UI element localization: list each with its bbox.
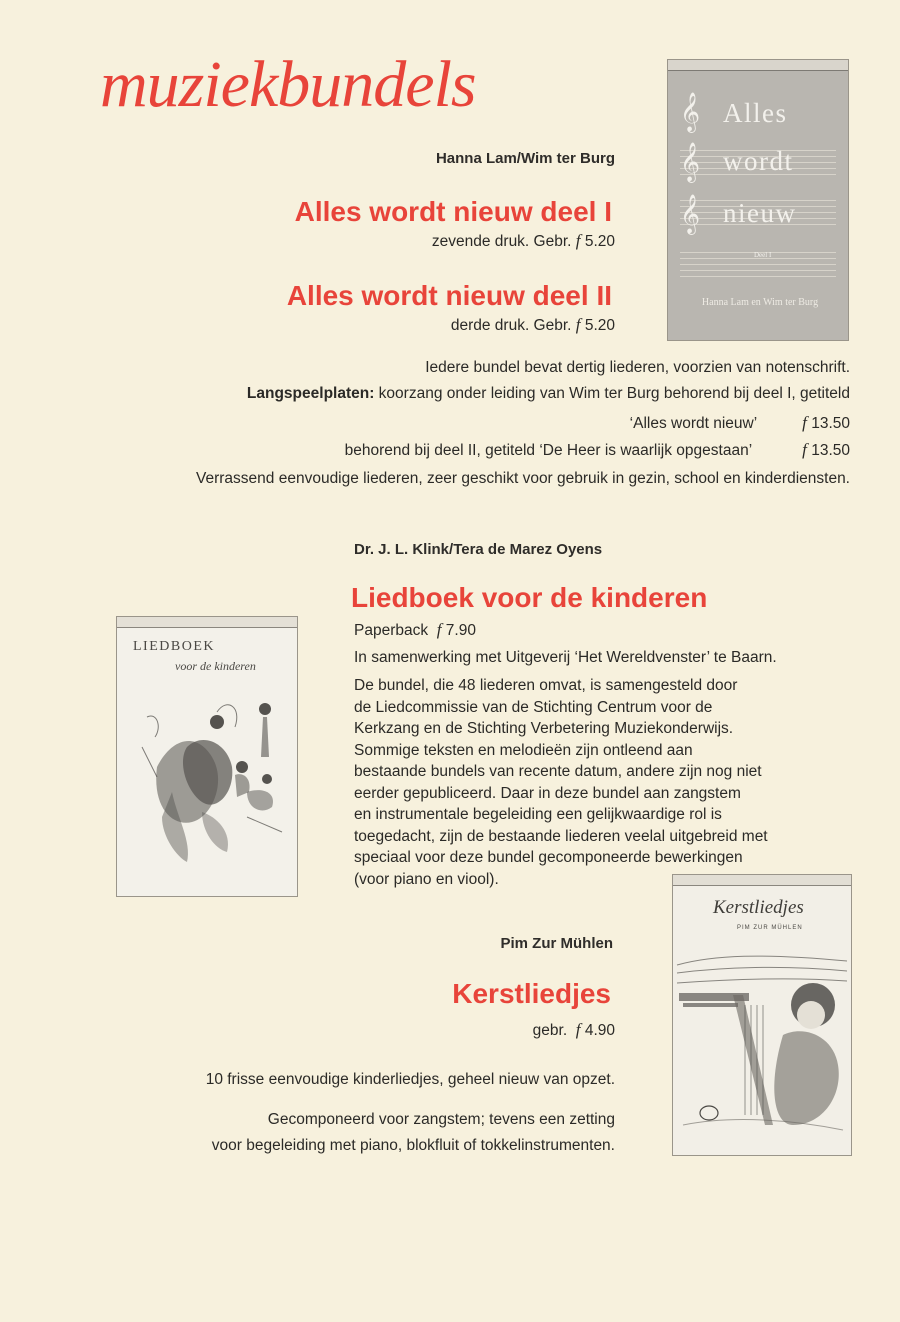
treble-clef-icon: 𝄞 (680, 92, 701, 132)
description: Iedere bundel bevat dertig liederen, voorzien van notenschrift. (425, 359, 850, 376)
cover-word: Alles (723, 98, 788, 128)
book-cover-alles-wordt-nieuw (668, 60, 848, 340)
book-edition: zevende druk. Gebr. f 5.20 (431, 231, 615, 250)
book-cover-kerstliedjes (673, 875, 851, 1155)
cover-word: wordt (723, 146, 794, 176)
book-format: Paperback f 7.90 (354, 620, 476, 639)
book-description: De bundel, die 48 liederen omvat, is samengesteld door de Liedcommissie van de Stichting Centrum voor de Kerkzang en de Stichting Verbetering Muziekonderwijs. Sommige teksten en melodieën zijn ontleend aan bestaande bundels van recente datum, andere zijn nog niet eerder gepubliceerd. Daar in deze bundel aan zangstem en instrumentale begeleiding een gelijkwaardige rol is toegedacht, zijn de bestaande liederen veelal uitgebreid met speciaal voor deze bundel gecomponeerde bewerkingen (voor piano en viool). (354, 677, 768, 888)
book-description: 10 frisse eenvoudige kinderliedjes, geheel nieuw van opzet. (205, 1071, 615, 1088)
book-title: Kerstliedjes (452, 978, 611, 1009)
book-title: Alles wordt nieuw deel II (286, 280, 612, 311)
treble-clef-icon: 𝄞 (680, 194, 701, 234)
cover-title: Kerstliedjes (713, 897, 804, 918)
page-title: muziekbundels (100, 48, 476, 121)
cover-authors: Hanna Lam en Wim ter Burg (701, 297, 819, 308)
cover-word: nieuw (723, 198, 797, 228)
child-with-harp-illustration (673, 875, 851, 1155)
lp-description: Langspeelplaten: koorzang onder leiding van Wim ter Burg behorend bij deel I, getiteld (246, 385, 850, 402)
author-line: Hanna Lam/Wim ter Burg (435, 150, 615, 167)
collaboration-line: In samenwerking met Uitgeverij ‘Het Wereldvenster’ te Baarn. (354, 649, 777, 666)
cover-subtitle: PIM ZUR MÜHLEN (737, 925, 803, 931)
author-line: Dr. J. L. Klink/Tera de Marez Oyens (354, 541, 603, 558)
lp-item: ‘Alles wordt nieuw’ f 13.50 (629, 413, 850, 432)
book-description: Gecomponeerd voor zangstem; tevens een zetting (267, 1111, 615, 1128)
author-line: Pim Zur Mühlen (500, 935, 613, 952)
lp-item: behorend bij deel II, getiteld ‘De Heer is waarlijk opgestaan’ f 13.50 (344, 440, 850, 459)
cover-deel: Deel I (754, 251, 772, 259)
book-cover-liedboek (117, 617, 297, 896)
children-dancing-illustration (117, 617, 297, 896)
book-edition: gebr. f 4.90 (532, 1020, 615, 1039)
cover-title: LIEDBOEK (133, 639, 215, 654)
book-edition: derde druk. Gebr. f 5.20 (450, 315, 615, 334)
book-description: voor begeleiding met piano, blokfluit of tokkelinstrumenten. (211, 1137, 615, 1154)
extra-description: Verrassend eenvoudige liederen, zeer geschikt voor gebruik in gezin, school en kinderdiensten. (196, 470, 850, 487)
book-title: Liedboek voor de kinderen (351, 582, 708, 613)
book-title: Alles wordt nieuw deel I (294, 196, 612, 227)
treble-clef-icon: 𝄞 (680, 142, 701, 182)
cover-subtitle: voor de kinderen (175, 659, 256, 673)
